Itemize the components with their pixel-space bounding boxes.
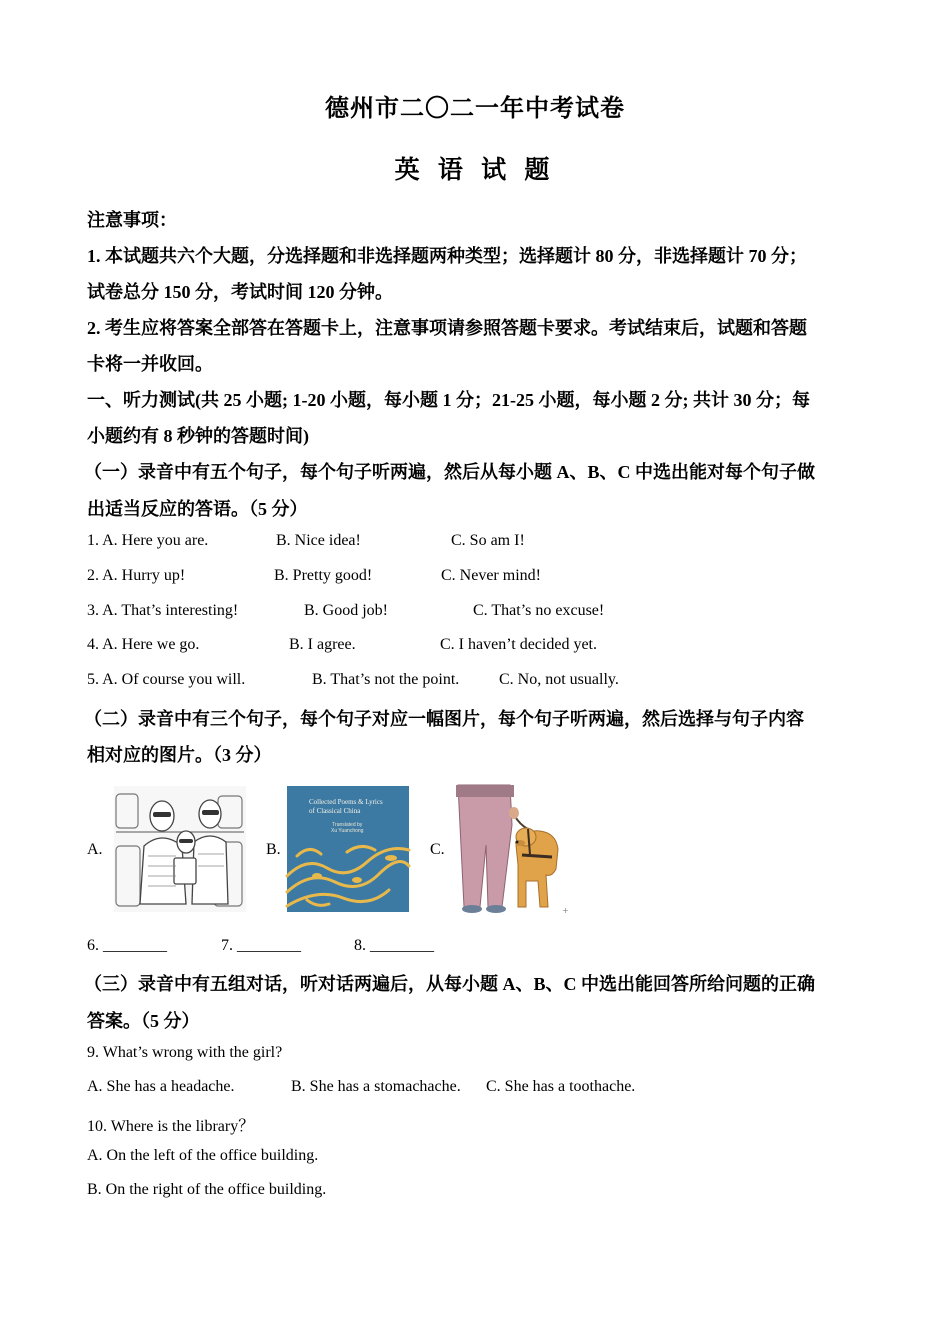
q3-option-c: C. That’s no excuse! — [473, 602, 605, 619]
q4-option-b: B. I agree. — [289, 636, 356, 653]
blank-8[interactable]: 8. ________ — [354, 937, 434, 954]
q2-option-b: B. Pretty good! — [274, 567, 373, 584]
guide-dog-icon — [456, 785, 568, 915]
q4-option-c: C. I haven’t decided yet. — [440, 636, 597, 653]
q9-option-c: C. She has a toothache. — [486, 1078, 636, 1095]
book-translator: Translated by Xu Yuanchong — [331, 822, 364, 834]
book-title: Collected Poems & Lyrics of Classical China — [309, 798, 383, 815]
notice-item1-line1: 1. 本试题共六个大题，分选择题和非选择题两种类型；选择题计 80 分，非选择题计 70 分； — [87, 246, 807, 266]
q10-option-a: A. On the left of the office building. — [87, 1147, 319, 1164]
notice-item2-line1: 2. 考生应将答案全部答在答题卡上，注意事项请参照答题卡要求。考试结束后，试题和答题 — [87, 318, 807, 338]
q1-option-b: B. Nice idea! — [276, 532, 361, 549]
q5-option-b: B. That’s not the point. — [312, 671, 460, 688]
poetry-book-cover — [287, 786, 409, 912]
phoenix-pattern-icon — [287, 836, 409, 912]
q9-option-a: A. She has a headache. — [87, 1078, 235, 1095]
blank-7[interactable]: 7. ________ — [221, 937, 301, 954]
q10-option-b: B. On the right of the office building. — [87, 1181, 327, 1198]
q2-option-c: C. Never mind! — [441, 567, 541, 584]
part2-instruction-line2: 相对应的图片。（3 分） — [87, 745, 272, 765]
q3-option-b: B. Good job! — [304, 602, 388, 619]
q2-option-a: 2. A. Hurry up! — [87, 567, 186, 584]
cinema-image — [114, 786, 246, 912]
part3-instruction-line1: （三）录音中有五组对话，听对话两遍后，从每小题 A、B、C 中选出能回答所给问题的正确 — [84, 974, 815, 994]
image-b-label: B. — [266, 841, 281, 858]
notice-heading: 注意事项： — [87, 210, 177, 230]
part1-instruction-line1: （一）录音中有五个句子，每个句子听两遍，然后从每小题 A、B、C 中选出能对每个句子做 — [84, 462, 815, 482]
part1-instruction-line2: 出适当反应的答语。（5 分） — [87, 499, 308, 519]
notice-item2-line2: 卡将一并收回。 — [87, 354, 213, 374]
q5-option-c: C. No, not usually. — [499, 671, 619, 688]
guide-dog-image — [456, 785, 568, 915]
part2-instruction-line1: （二）录音中有三个句子，每个句子对应一幅图片，每个句子听两遍，然后选择与句子内容 — [84, 709, 804, 729]
exam-title: 德州市二〇二一年中考试卷 — [325, 96, 625, 122]
q5-option-a: 5. A. Of course you will. — [87, 671, 246, 688]
blank-6[interactable]: 6. ________ — [87, 937, 167, 954]
image-c-label: C. — [430, 841, 445, 858]
cinema-audience-icon — [114, 786, 246, 912]
part3-instruction-line2: 答案。（5 分） — [87, 1011, 200, 1031]
q10-question: 10. Where is the library？ — [87, 1118, 255, 1135]
q1-option-c: C. So am I! — [451, 532, 525, 549]
notice-item1-line2: 试卷总分 150 分，考试时间 120 分钟。 — [87, 282, 393, 302]
image-a-label: A. — [87, 841, 103, 858]
q3-option-a: 3. A. That’s interesting! — [87, 602, 239, 619]
svg-text:+: + — [562, 906, 569, 915]
q9-option-b: B. She has a stomachache. — [291, 1078, 461, 1095]
section1-heading-line1: 一、听力测试(共 25 小题; 1-20 小题，每小题 1 分；21-25 小题，每小题 2 分; 共计 30 分；每 — [87, 390, 810, 410]
q1-option-a: 1. A. Here you are. — [87, 532, 209, 549]
q4-option-a: 4. A. Here we go. — [87, 636, 200, 653]
subject-title: 英 语 试 题 — [394, 157, 556, 184]
section1-heading-line2: 小题约有 8 秒钟的答题时间) — [87, 426, 309, 446]
q9-question: 9. What’s wrong with the girl? — [87, 1044, 283, 1061]
